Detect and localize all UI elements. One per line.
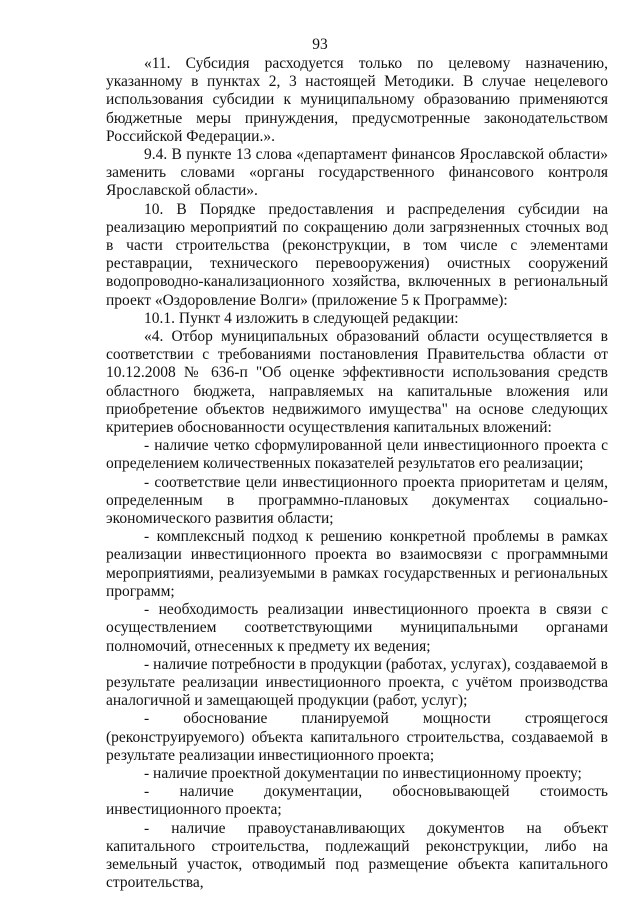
criterion-goal: - наличие четко сформулированной цели инвестиционного проекта с определением количественных показателей результатов его реализации; <box>106 437 608 473</box>
page-number: 93 <box>312 36 328 53</box>
criterion-title-docs: - наличие правоустанавливающих документов на объект капитального строительства, подлежащий реконструкции, либо на земельный участок, отводимый под размещение объекта капитального строительства, <box>106 819 608 892</box>
document-body <box>106 55 608 892</box>
criterion-complex-approach: - комплексный подход к решению конкретной проблемы в рамках реализации инвестиционного проекта во взаимосвязи с программными мероприятиями, реализуемыми в рамках государственных и региональных программ; <box>106 528 608 600</box>
paragraph-item-4: «4. Отбор муниципальных образований области осуществляется в соответствии с требованиями постановления Правительства области от 10.12.2008 № 636-п "Об оценке эффективности использования средств областного бюджета, направляемых на капитальные вложения или приобретение объектов недвижимого имущества" на основе следующих критериев обоснованности осуществления капитальных вложений: <box>106 328 608 437</box>
paragraph-9-4: 9.4. В пункте 13 слова «департамент финансов Ярославской области» заменить словами «органы государственного финансового контроля Ярославской области». <box>106 146 608 200</box>
criterion-priorities: - соответствие цели инвестиционного проекта приоритетам и целям, определенным в программно-плановых документах социально-экономического развития области; <box>106 473 608 528</box>
paragraph-10-1: 10.1. Пункт 4 изложить в следующей редакции: <box>144 309 459 327</box>
criterion-necessity: - необходимость реализации инвестиционного проекта в связи с осуществлением соответствующими муниципальными органами полномочий, отнесенных к предмету их ведения; <box>106 601 608 655</box>
criterion-capacity: - обоснование планируемой мощности строящегося (реконструируемого) объекта капитального строительства, создаваемой в результате реализации инвестиционного проекта; <box>106 710 608 764</box>
criterion-project-docs: - наличие проектной документации по инвестиционному проекту; <box>144 764 582 782</box>
criterion-cost-docs: - наличие документации, обосновывающей стоимость инвестиционного проекта; <box>106 783 608 819</box>
criterion-demand: - наличие потребности в продукции (работах, услугах), создаваемой в результате реализации инвестиционного проекта, с учётом производства аналогичной и замещающей продукции (работ, услуг); <box>106 655 608 710</box>
paragraph-10: 10. В Порядке предоставления и распределения субсидии на реализацию мероприятий по сокращению доли загрязненных сточных вод в части строительства (реконструкции, в том числе с элементами реставрации, технического перевооружения) очистных сооружений водопроводно-канализационного хозяйства, включенных в региональный проект «Оздоровление Волги» (приложение 5 к Программе): <box>106 200 608 309</box>
paragraph-subsidy-usage: «11. Субсидия расходуется только по целевому назначению, указанному в пунктах 2, 3 настоящей Методики. В случае нецелевого использования субсидии к муниципальному образованию применяются бюджетные меры принуждения, предусмотренные законодательством Российской Федерации.». <box>106 55 608 145</box>
